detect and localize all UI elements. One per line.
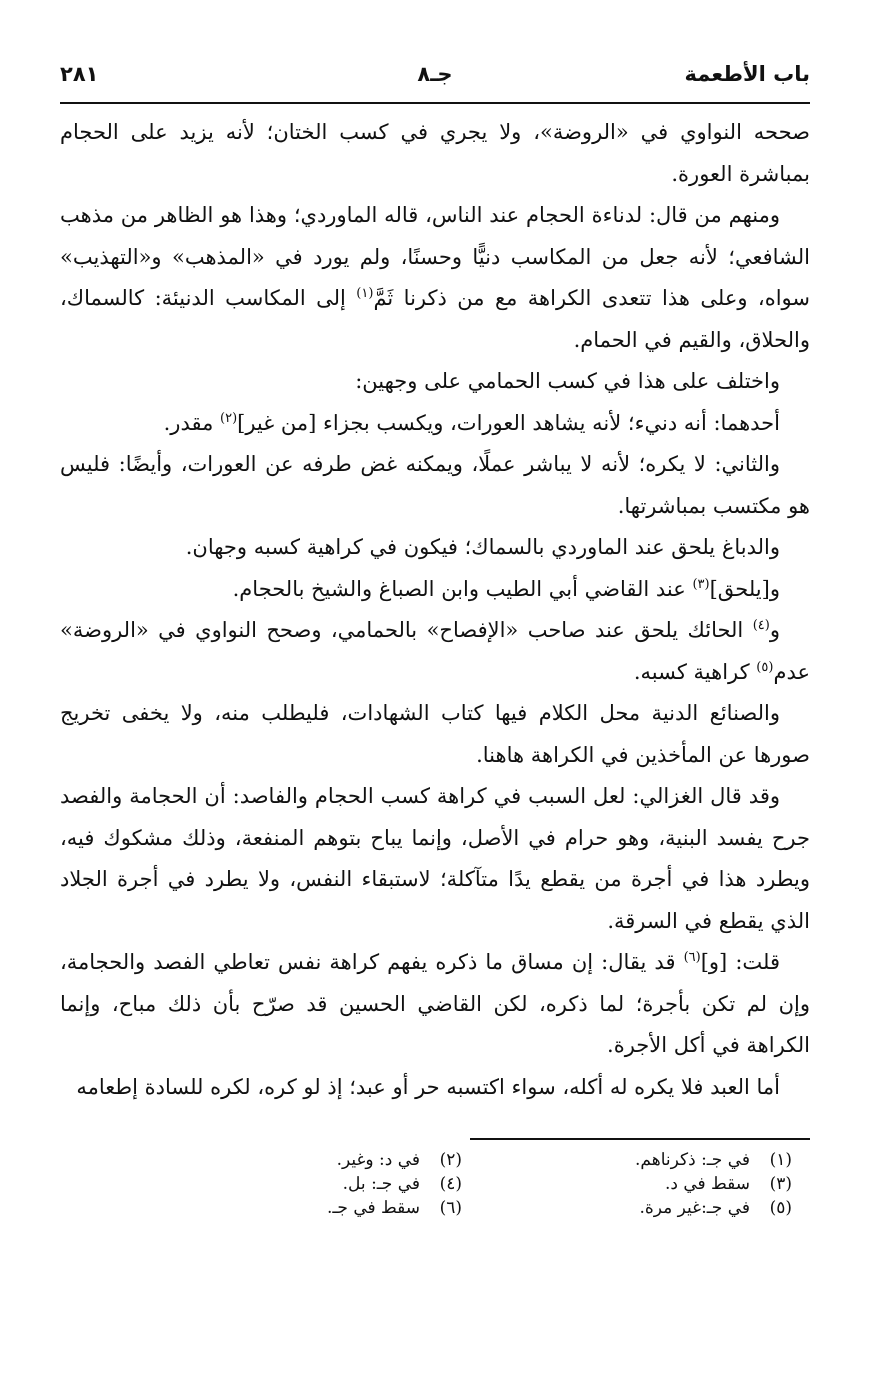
paragraph [60, 403, 810, 445]
footnote [462, 1150, 792, 1170]
paragraph [60, 112, 810, 195]
text-run: أما العبد فلا يكره له أكله، سواء اكتسبه حر أو عبد؛ إذ لو كره، لكره للسادة إطعامه [76, 1074, 780, 1099]
text-run: قلت: [و] [700, 950, 781, 974]
paragraph [60, 693, 810, 776]
text-run: والثاني: لا يكره؛ لأنه لا يباشر عملًا، ويمكنه غض طرفه عن العورات، وأيضًا: فليس هو مكتسب بمباشرتها. [60, 452, 810, 518]
footnote-number: (٣) [769, 1174, 792, 1194]
footnote [462, 1198, 792, 1218]
text-run: وقد قال الغزالي: لعل السبب في كراهة كسب الحجام والفاصد: أن الحجامة والفصد جرح يفسد البنية، وهو حرام في الأصل، وإنما يباح بتوهم المنفعة، وذلك مشكوك فيه، ويطرد هذا في أجرة من يقطع يدًا متآكلة؛ لاستبقاء النفس، ولا يطرد في أجرة الجلاد الذي يقطع في السرقة. [60, 784, 810, 933]
paragraph [60, 1067, 810, 1109]
footnote-ref: (١) [356, 286, 374, 301]
paragraph [60, 444, 810, 527]
footnote-text: في جـ: بل. [342, 1174, 420, 1194]
text-run: و [769, 618, 780, 642]
footnote-ref: (٣) [692, 576, 710, 592]
text-run: قد يقال: إن مساق ما ذكره يفهم كراهة نفس تعاطي الفصد والحجامة، وإن لم تكن بأجرة؛ لما ذكره، لكن القاضي الحسين قد صرّح بأن ذلك مباح، وإنما الكراهة في أكل الأجرة. [60, 950, 810, 1057]
text-run: واختلف على هذا في كسب الحمامي على وجهين: [355, 369, 780, 393]
text-run: إلى المكاسب الدنيئة: كالسماك، والحلاق، والقيم في الحمام. [60, 286, 810, 352]
footnote-text: في د: وغير. [336, 1150, 420, 1170]
footnote-ref: (٥) [756, 659, 774, 675]
page-number: ٢٨١ [60, 62, 99, 86]
text-run: ومنهم من قال: لدناءة الحجام عند الناس، قاله الماوردي؛ وهذا هو الظاهر من مذهب الشافعي؛ لأنه جعل من المكاسب دنيًّا وحسنًا، ولم يورد في «المذهب» و«التهذيب» سواه، وعلى هذا تتعدى الكراهة مع من ذكرنا ثَمَّ [60, 203, 810, 310]
volume-label: جـ٨ [417, 62, 453, 86]
footnote-text: في جـ: ذكرناهم. [635, 1150, 750, 1170]
body-text [60, 112, 810, 1108]
footnote-text: سقط في جـ. [327, 1198, 420, 1218]
chapter-title: باب الأطعمة [684, 62, 810, 86]
footnote-number: (٤) [439, 1174, 462, 1194]
footnote-number: (٥) [769, 1198, 792, 1218]
footnote-ref: (٢) [220, 410, 238, 426]
footnote-number: (٦) [439, 1198, 462, 1218]
text-run: عند القاضي أبي الطيب وابن الصباغ والشيخ بالحجام. [232, 576, 693, 601]
text-run: مقدر. [163, 410, 221, 435]
footnote [132, 1174, 462, 1194]
footnote [462, 1174, 792, 1194]
text-run: الحائك يلحق عند صاحب «الإفصاح» بالحمامي، وصحح النواوي في «الروضة» عدم [60, 618, 810, 684]
footnote-ref: (٤) [752, 618, 770, 633]
footnote-number: (١) [769, 1150, 792, 1170]
text-run: أحدهما: أنه دنيء؛ لأنه يشاهد العورات، ويكسب بجزاء [من غير] [237, 410, 780, 435]
footnote-ref: (٦) [683, 950, 701, 965]
text-run: والصنائع الدنية محل الكلام فيها كتاب الشهادات، فليطلب منه، ولا يخفى تخريج صورها عن المأخذين في الكراهة هاهنا. [60, 701, 810, 767]
paragraph [60, 195, 810, 361]
paragraph [60, 942, 810, 1067]
running-header [60, 58, 810, 102]
paragraph [60, 776, 810, 942]
text-run: والدباغ يلحق عند الماوردي بالسماك؛ فيكون في كراهية كسبه وجهان. [185, 535, 780, 559]
footnote-text: في جـ:غير مرة. [639, 1198, 750, 1218]
text-run: كراهية كسبه. [633, 659, 757, 684]
text-run: صححه النواوي في «الروضة»، ولا يجري في كسب الختان؛ لأنه يزيد على الحجام بمباشرة العورة. [60, 120, 810, 186]
footnote [132, 1198, 462, 1218]
book-page [60, 58, 810, 1218]
paragraph [60, 610, 810, 693]
footnotes [60, 1150, 810, 1218]
footnote-number: (٢) [439, 1150, 462, 1170]
paragraph [60, 527, 810, 569]
footnote-rule [470, 1138, 810, 1140]
footnote [132, 1150, 462, 1170]
paragraph [60, 569, 810, 611]
paragraph [60, 361, 810, 403]
footnote-text: سقط في د. [664, 1174, 750, 1194]
header-rule [60, 102, 810, 104]
text-run: و[يلحق] [709, 576, 780, 601]
